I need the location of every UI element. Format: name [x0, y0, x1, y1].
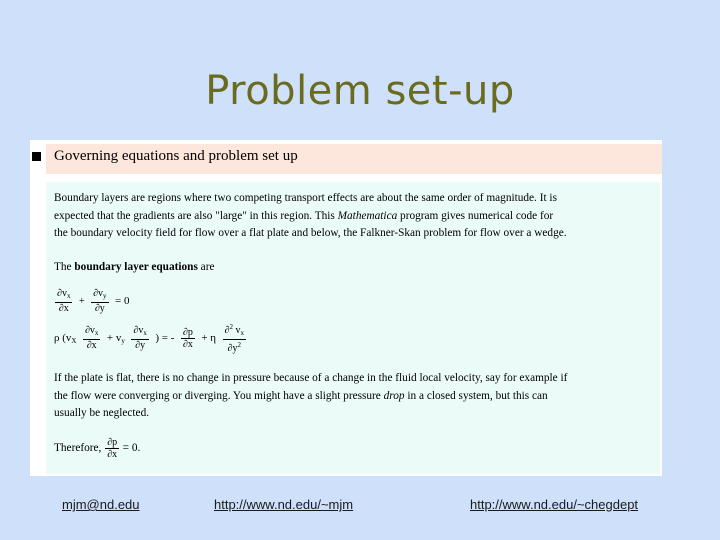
flat-plate-line-2-a: the flow were converging or diverging. You might have a slight pressure	[54, 389, 384, 402]
boundary-layer-term: boundary layer equations	[74, 261, 198, 273]
drop-term: drop	[383, 389, 405, 402]
therefore-line	[54, 437, 660, 460]
intro-line-3: the boundary velocity field for flow over a flat plate and below, the Falkner-Skan problem for flow over a wedge.	[54, 227, 567, 239]
footer-homepage-link[interactable]: http://www.nd.edu/~mjm	[214, 497, 354, 512]
footer-email-link[interactable]: mjm@nd.edu	[62, 497, 140, 512]
slide-title: Problem set-up	[205, 68, 515, 114]
section-bullet	[32, 152, 41, 161]
flat-plate-line-2-b: in a closed system, but this can	[404, 389, 548, 402]
flat-plate-line-2	[54, 388, 660, 406]
therefore-label: Therefore,	[54, 441, 102, 454]
mathematica-term: Mathematica	[337, 209, 398, 222]
intro-line-2-b: program gives numerical code for	[397, 209, 554, 222]
dvx-dy-fraction: $\frac{\partial v_x}{\partial y}$	[133, 325, 147, 351]
flat-plate-paragraph	[54, 370, 660, 423]
continuity-equation: $\frac{\partial v_x}{\partial x}$ + $\frac{\partial v_y}{\partial y}$ = 0	[57, 288, 130, 314]
notebook-document	[30, 140, 662, 476]
intro-line-2-a: expected that the gradients are also "large" in this region. This	[54, 209, 338, 222]
intro-line-2	[54, 208, 660, 226]
equations-intro-b: are	[197, 261, 215, 273]
section-heading: Governing equations and problem set up	[54, 148, 298, 164]
therefore-tail: = 0.	[122, 441, 141, 454]
section-content	[46, 182, 660, 474]
dvx-dx-fraction: $\frac{\partial v_x}{\partial x}$	[84, 325, 99, 351]
footer-department-link[interactable]: http://www.nd.edu/~chegdept	[470, 497, 639, 512]
intro-paragraph	[54, 190, 660, 243]
equations-intro-a: The	[54, 261, 75, 273]
section-heading-bar[interactable]	[46, 144, 662, 174]
dvy-dy-fraction: $\frac{\partial v_y}{\partial y}$	[93, 288, 107, 314]
momentum-equation: ρ ($v_X$ $\frac{\partial v_x}{\partial x}$ + $v_y$ $\frac{\partial v_x}{\partial y}$ ) = - $\frac{\partial p}{\partial x}$ + η $\frac{\partial^2 v_x}{\partial y^2}$	[54, 323, 244, 354]
flat-plate-line-1: If the plate is flat, there is no change in pressure because of a change in the fluid local velocity, say for example if	[54, 372, 568, 384]
dp-dx-fraction: $\frac{\partial p}{\partial x}$	[182, 326, 193, 350]
d2vx-dy2-fraction: $\frac{\partial^2 v_x}{\partial y^2}$	[224, 323, 244, 354]
dvx-dx-fraction: $\frac{\partial v_x}{\partial x}$	[57, 288, 71, 314]
flat-plate-line-3: usually be neglected.	[54, 407, 150, 419]
dp-dx-fraction: $\frac{\partial p}{\partial x}$	[107, 437, 118, 460]
equations-intro	[54, 259, 660, 277]
intro-line-1: Boundary layers are regions where two competing transport effects are about the same order of magnitude. It is	[54, 192, 557, 204]
